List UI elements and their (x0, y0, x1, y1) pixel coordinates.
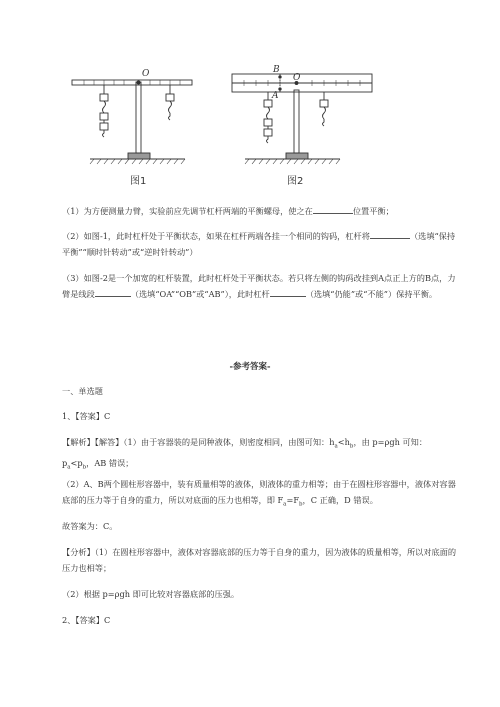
question-3-mid: （选填“OA”“OB”或“AB”），此时杠杆 (130, 289, 270, 299)
analysis-text: ，AB 错误； (86, 457, 134, 468)
subscript: a (67, 464, 71, 471)
analysis-text: <h (337, 437, 350, 447)
fig1-pivot-label: O (142, 69, 150, 79)
fig2-label-a: A (272, 91, 279, 101)
question-2 (62, 228, 457, 260)
subscript: b (349, 443, 354, 450)
answer-blank[interactable] (95, 286, 131, 297)
fig1-caption: 图1 (130, 176, 147, 187)
subscript: a (283, 501, 287, 508)
answer-1-analysis (62, 434, 457, 475)
fig2-caption: 图2 (287, 176, 304, 187)
answer-blank[interactable] (313, 203, 353, 214)
analysis-text: =F (286, 495, 299, 505)
stand-post (136, 82, 141, 153)
question-3 (62, 270, 457, 302)
analysis-text: （2）A、B两个圆柱形容器中，装有质量相等的液体，则液体的重力相等；由于在圆柱形容器中，液体对容器底部的压力等于自身的重力，所以对底面的压力也相等，即 F (62, 479, 456, 505)
answer-1-part-2 (62, 476, 457, 513)
figure-1 (72, 80, 192, 164)
lever-beam (72, 80, 192, 85)
fig2-pivot-label: O (293, 73, 301, 83)
stand-post-2 (294, 90, 299, 153)
answer-blank[interactable] (270, 286, 306, 297)
question-3-tail: （选填“仍能”或“不能”）保持平衡。 (305, 289, 438, 299)
analysis-text: <p (70, 457, 83, 468)
figure-2 (232, 74, 372, 164)
lever-figures (60, 60, 440, 195)
section-title: 一、单选题 (62, 386, 103, 396)
question-1-tail: 位置平衡； (352, 206, 394, 216)
lever-diagram (60, 60, 440, 195)
question-1-text: （1）为方便测量力臂，实验前应先调节杠杆两端的平衡螺母，使之在 (62, 206, 313, 216)
question-2-text: （2）如图-1，此时杠杆处于平衡状态，如果在杠杆两端各挂一个相同的钩码，杠杆将 (62, 231, 370, 241)
answer-blank[interactable] (370, 228, 410, 239)
question-3-text: （3）如图-2是一个加宽的杠杆装置，此时杠杆处于平衡状态。若只将左侧的钩码改挂到A点正上方的B点，力臂是线段 (62, 273, 456, 299)
answers-heading: -参考答案- (229, 362, 271, 372)
answer-1-title: 1、【答案】C (62, 411, 111, 421)
question-2-tail: （选填“保持平衡”“顺时针转动”或“逆时针转动”） (62, 231, 456, 257)
question-1 (62, 203, 457, 219)
stand-base (128, 153, 150, 159)
answer-1-conclusion: 故答案为：C。 (62, 521, 118, 531)
answer-2-title: 2、【答案】C (62, 615, 111, 625)
subscript: b (299, 501, 303, 508)
subscript: b (82, 464, 87, 471)
answer-1-fenxi-2: （2）根据 p=ρgh 即可比较对容器底部的压强。 (62, 589, 240, 599)
analysis-text: ，由 p=ρgh 可知：p (62, 437, 428, 468)
analysis-text: 【解析】【解答】（1）由于容器装的是同种液体，则密度相同，由图可知：h (62, 437, 335, 447)
subscript: a (334, 443, 338, 450)
fig2-label-b: B (273, 65, 280, 75)
stand-base-2 (286, 153, 308, 159)
analysis-text: ，C 正确，D 错误。 (302, 495, 378, 505)
answer-1-fenxi: 【分析】（1）在圆柱形容器中，液体对容器底部的压力等于自身的重力，因为液体的质量相等，所以对底面的压力也相等； (62, 547, 457, 573)
